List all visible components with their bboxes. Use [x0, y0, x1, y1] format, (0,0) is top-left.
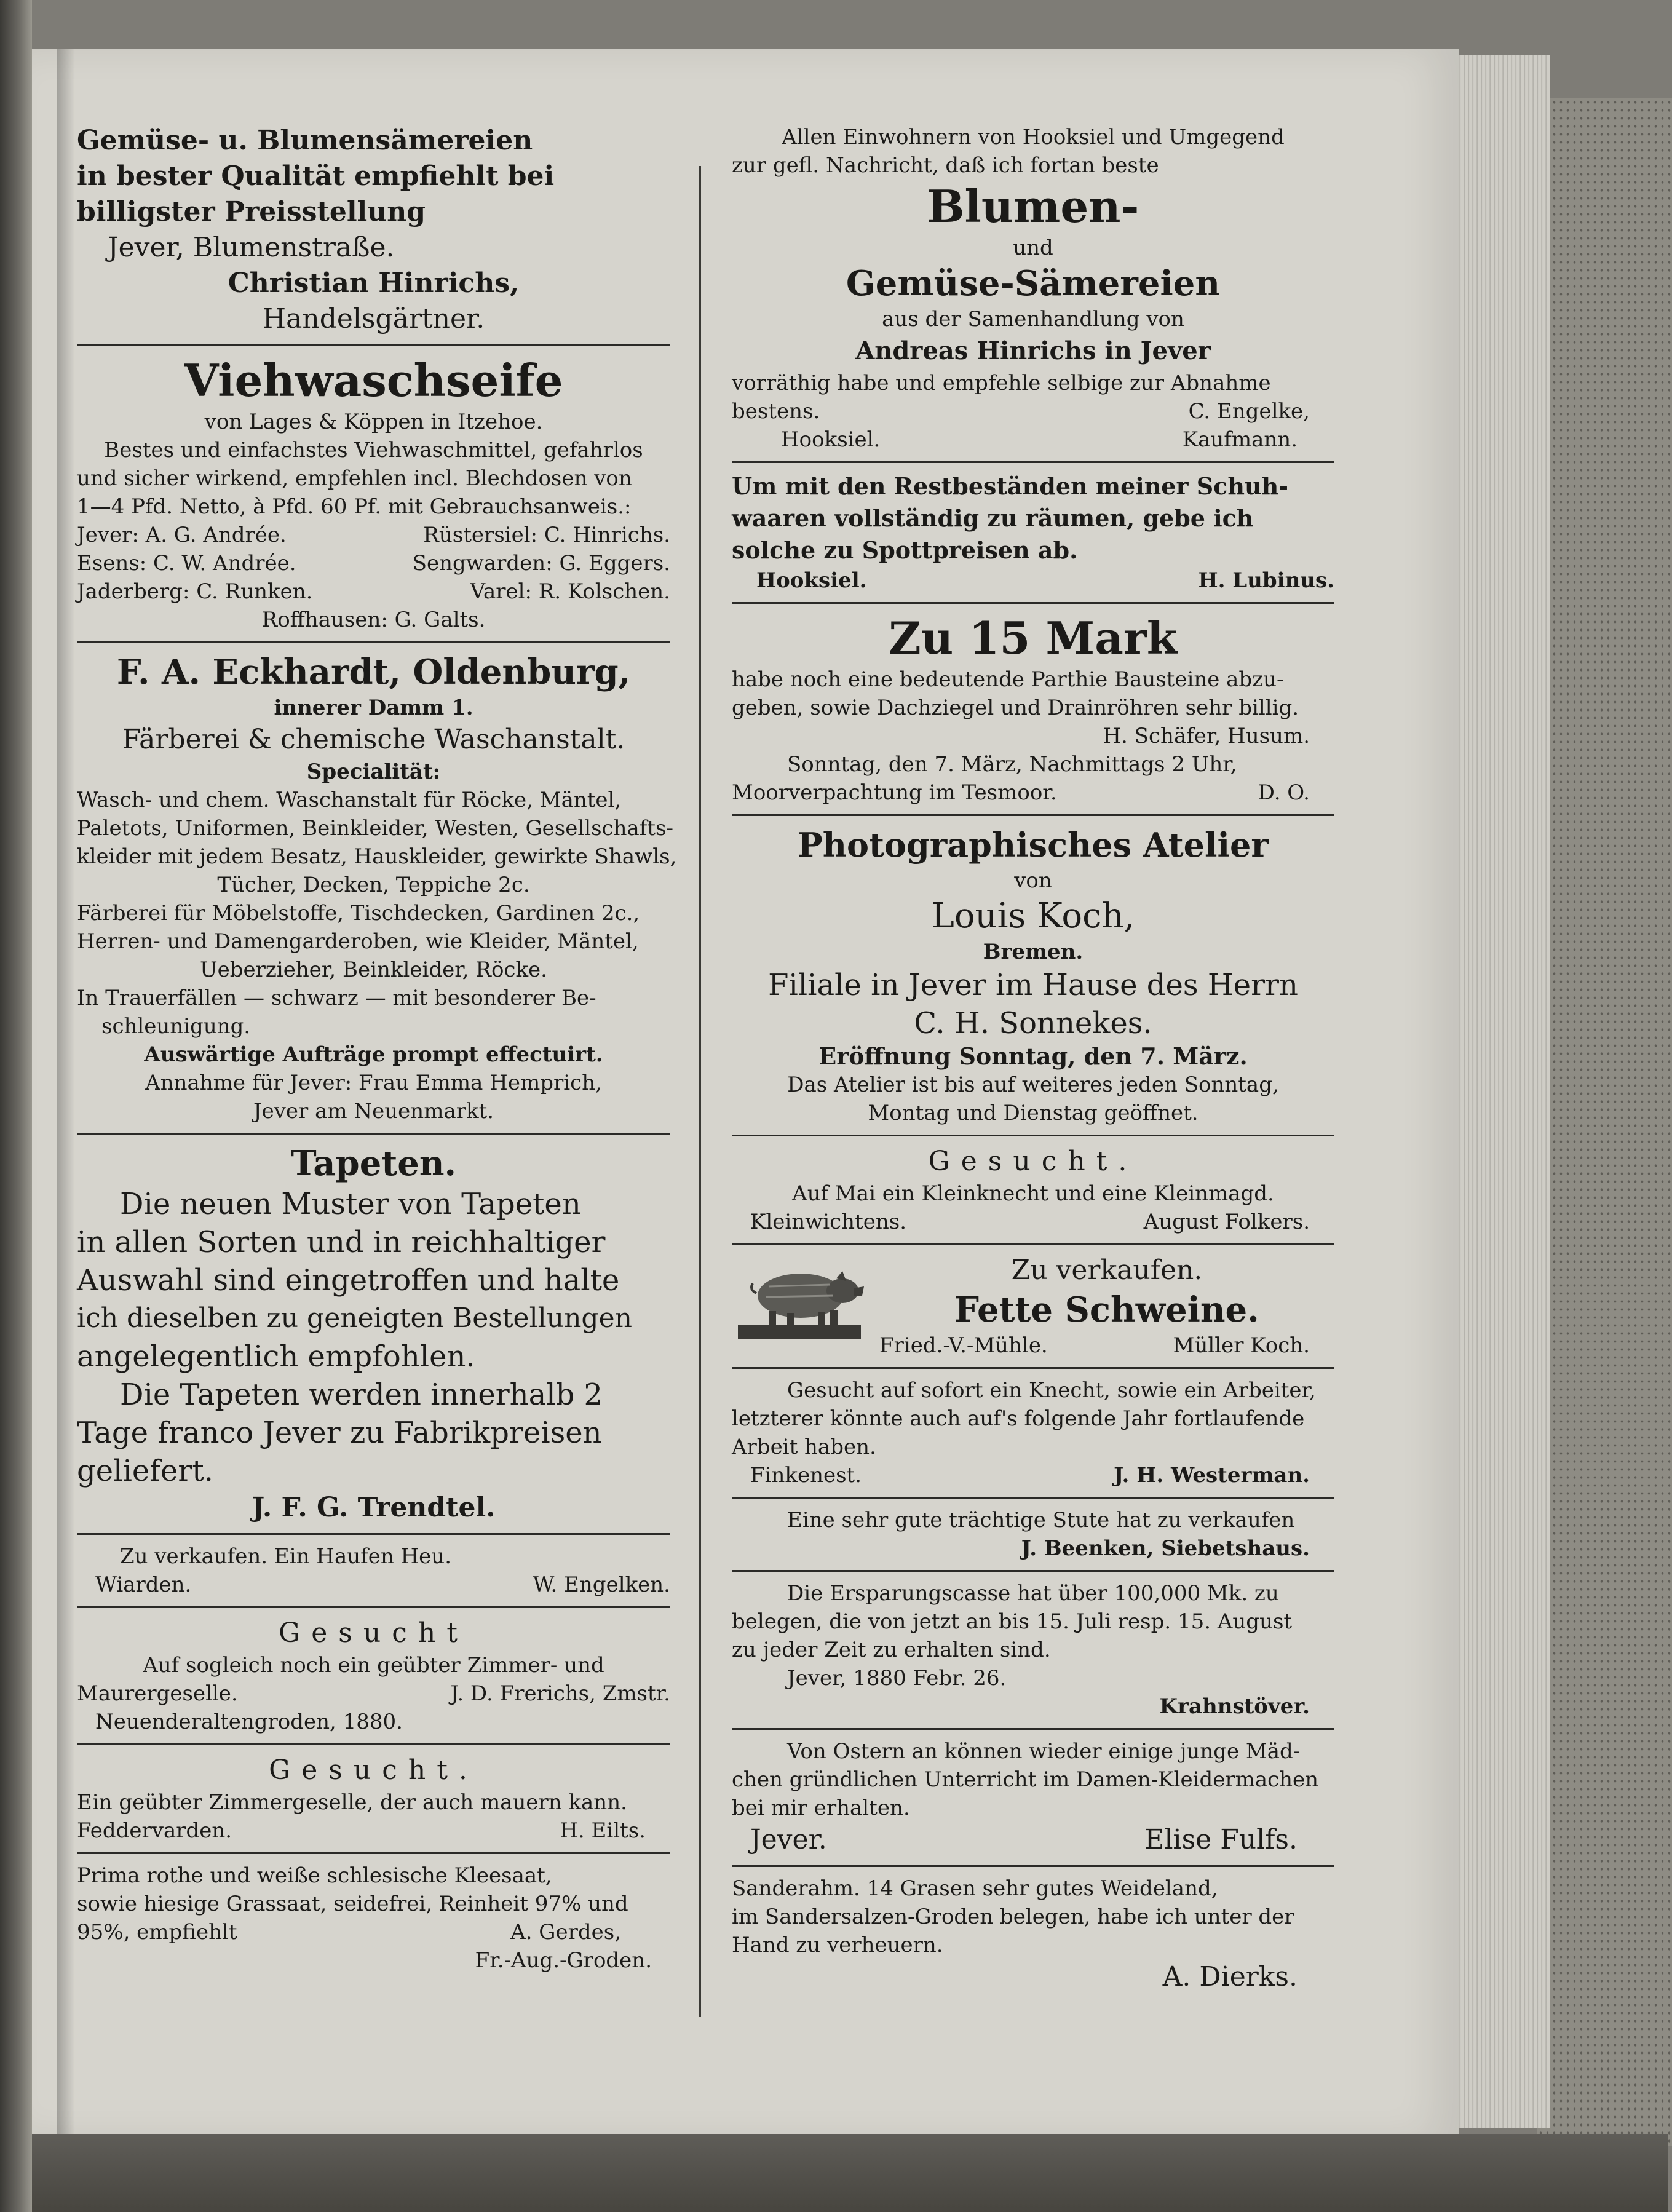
ad-tapeten: [77, 1142, 670, 1526]
ad-line: in allen Sorten und in reichhaltiger: [77, 1225, 606, 1259]
ad-city: Bremen.: [983, 940, 1084, 964]
ad-line: im Sandersalzen-Groden belegen, habe ich unter der: [732, 1905, 1294, 1929]
ad-stute: [732, 1506, 1334, 1563]
ad-dealer: Roffhausen: G. Galts.: [261, 608, 486, 632]
ad-line: 95%, empfiehlt: [77, 1920, 237, 1944]
ad-sign-row: [77, 1679, 670, 1708]
ad-dealer: Esens: C. W. Andrée.: [77, 551, 296, 576]
ad-pig-row: [732, 1253, 1334, 1360]
ad-line: bestens.: [732, 399, 820, 424]
ad-sign-row: [732, 566, 1334, 595]
ad-title: Zu 15 Mark: [889, 612, 1178, 664]
book-gutter: [57, 49, 75, 2140]
ad-line: Eine sehr gute trächtige Stute hat zu verkaufen: [787, 1508, 1295, 1532]
ad-line: kleider mit jedem Besatz, Hauskleider, gewirkte Shawls,: [77, 844, 677, 869]
ad-separator: [732, 814, 1334, 816]
ad-sign-row: [732, 779, 1334, 807]
ad-kleidermachen: [732, 1737, 1334, 1858]
ad-bausteine: [732, 611, 1334, 807]
ad-separator: [77, 344, 670, 346]
ad-line: geben, sowie Dachziegel und Drainröhren sehr billig.: [732, 696, 1299, 720]
ad-name: Louis Koch,: [931, 896, 1135, 936]
ad-signature: Elise Fulfs.: [1144, 1824, 1298, 1855]
ad-line: Herren- und Damengarderoben, wie Kleider, Mäntel,: [77, 929, 639, 954]
ad-lubinus: [732, 470, 1334, 595]
ad-line: Auswahl sind eingetroffen und halte: [77, 1263, 620, 1298]
ad-line: zu jeder Zeit zu erhalten sind.: [732, 1638, 1051, 1662]
ad-sign-row: [732, 1822, 1334, 1858]
ad-place: Neuenderaltengroden, 1880.: [95, 1710, 403, 1734]
ad-place: Finkenest.: [750, 1463, 862, 1488]
ad-title: Viehwaschseife: [184, 354, 563, 406]
ad-separator: [732, 1728, 1334, 1730]
ad-line: Auf Mai ein Kleinknecht und eine Kleinmagd.: [792, 1181, 1274, 1206]
ad-dealer: Varel: R. Kolschen.: [470, 579, 670, 604]
ad-line: Montag und Dienstag geöffnet.: [868, 1101, 1199, 1125]
ad-eckhardt: [77, 651, 677, 1125]
ad-dealer: Jaderberg: C. Runken.: [77, 579, 313, 604]
ad-headline: in bester Qualität empfiehlt bei: [77, 161, 555, 192]
ad-signature: August Folkers.: [1143, 1210, 1310, 1234]
ad-sign-row: [879, 1331, 1334, 1360]
ad-line: Moorverpachtung im Tesmoor.: [732, 780, 1057, 805]
ad-sign-row: [732, 1208, 1334, 1236]
ad-ersparungscasse: [732, 1579, 1334, 1721]
ad-signature: J. Beenken, Siebetshaus.: [1021, 1536, 1310, 1561]
ad-photo-atelier: [732, 823, 1334, 1127]
ad-line: belegen, die von jetzt an bis 15. Juli resp. 15. August: [732, 1609, 1293, 1634]
ad-signature: W. Engelken.: [533, 1572, 670, 1597]
ad-title: F. A. Eckhardt, Oldenburg,: [116, 652, 631, 692]
ad-subtitle: von Lages & Köppen in Itzehoe.: [204, 410, 543, 434]
ad-line: Prima rothe und weiße schlesische Kleesaat,: [77, 1863, 552, 1888]
ad-line: Tücher, Decken, Teppiche 2c.: [217, 873, 530, 897]
ad-line: Sanderahm. 14 Grasen sehr gutes Weideland,: [732, 1876, 1218, 1901]
ad-line: chen gründlichen Unterricht im Damen-Kleidermachen: [732, 1767, 1319, 1792]
ad-line: Auf sogleich noch ein geübter Zimmer- und: [143, 1653, 604, 1678]
ad-signature: Krahnstöver.: [1159, 1694, 1310, 1719]
ad-note: Auswärtige Aufträge prompt effectuirt.: [144, 1042, 603, 1067]
ad-place: Fried.-V.-Mühle.: [879, 1333, 1048, 1358]
ad-gesucht-maurer: [77, 1615, 670, 1736]
ad-line: 1—4 Pfd. Netto, à Pfd. 60 Pf. mit Gebrauchsanweis.:: [77, 494, 632, 519]
ad-line: Hand zu verheuern.: [732, 1933, 943, 1957]
ad-dealer-row: [77, 549, 670, 577]
ad-line: Sonntag, den 7. März, Nachmittags 2 Uhr,: [787, 752, 1237, 777]
ad-kleesaat: [77, 1861, 670, 1975]
ad-title: Gesucht: [279, 1617, 469, 1649]
ad-gesucht-knecht: [732, 1144, 1334, 1236]
ad-line: waaren vollständig zu räumen, gebe ich: [732, 504, 1254, 532]
ad-line: Färberei für Möbelstoffe, Tischdecken, Gardinen 2c.,: [77, 901, 640, 926]
book-cover-edge: [1537, 98, 1672, 2146]
ad-line: Tage franco Jever zu Fabrikpreisen: [77, 1416, 602, 1450]
ad-headline: billigster Preisstellung: [77, 196, 426, 228]
ad-sign-row: [77, 1817, 670, 1845]
previous-page-edge: [0, 0, 32, 2212]
ad-line: geliefert.: [77, 1454, 213, 1488]
ad-line: Ein geübter Zimmergeselle, der auch mauern kann.: [77, 1790, 627, 1815]
ad-line: und sicher wirkend, empfehlen incl. Blechdosen von: [77, 466, 632, 491]
ad-heading: Färberei & chemische Waschanstalt.: [122, 724, 625, 755]
ad-dealer-row: [77, 521, 670, 549]
ad-separator: [732, 1497, 1334, 1499]
ad-heading: Zu verkaufen.: [1011, 1255, 1203, 1286]
ad-separator: [732, 1243, 1334, 1245]
ad-engelke-seeds: [732, 123, 1334, 454]
ad-signature-role: Handelsgärtner.: [262, 303, 485, 335]
pig-illustration: [732, 1253, 867, 1345]
ad-title: Gesucht.: [928, 1146, 1138, 1177]
ad-title: Tapeten.: [290, 1143, 457, 1184]
ad-line: schleunigung.: [101, 1014, 251, 1039]
right-column: [732, 123, 1334, 1995]
ad-separator: [77, 1133, 670, 1135]
ad-headline: Gemüse- u. Blumensämereien: [77, 125, 533, 156]
ad-schweine: [732, 1253, 1334, 1360]
ad-line: zur gefl. Nachricht, daß ich fortan beste: [732, 153, 1159, 178]
ad-address: innerer Damm 1.: [274, 696, 473, 720]
ad-line: Ueberzieher, Beinkleider, Röcke.: [200, 957, 547, 982]
ad-line: Wasch- und chem. Waschanstalt für Röcke, Mäntel,: [77, 788, 622, 812]
ad-signature: J. H. Westerman.: [1114, 1463, 1310, 1488]
ad-dealer-row: [77, 577, 670, 606]
ad-dealer: Rüstersiel: C. Hinrichs.: [423, 523, 670, 547]
ad-line: und: [1013, 236, 1053, 260]
ad-place: Wiarden.: [95, 1572, 192, 1597]
ad-title: Photographisches Atelier: [798, 825, 1269, 865]
ad-place: Hooksiel.: [781, 427, 881, 452]
ad-signature: A. Gerdes,: [510, 1920, 621, 1944]
ad-signature: Müller Koch.: [1173, 1333, 1310, 1358]
ad-separator: [732, 1135, 1334, 1136]
ad-dealer: Sengwarden: G. Eggers.: [412, 551, 670, 576]
ad-signature: C. Engelke,: [1188, 399, 1310, 424]
ad-sign-row: [732, 397, 1334, 426]
ad-line: In Trauerfällen — schwarz — mit besonderer Be-: [77, 986, 596, 1010]
ad-title: Gesucht.: [269, 1754, 478, 1786]
ad-agent: Annahme für Jever: Frau Emma Hemprich,: [145, 1071, 602, 1095]
ad-line: bei mir erhalten.: [732, 1796, 910, 1820]
ad-title: Blumen-: [927, 180, 1139, 232]
ad-schweine-text: [879, 1253, 1334, 1360]
ad-signature-place: Fr.-Aug.-Groden.: [475, 1948, 652, 1973]
ad-dealer: Jever: A. G. Andrée.: [77, 523, 287, 547]
ad-line: Bestes und einfachstes Viehwaschmittel, gefahrlos: [104, 438, 643, 462]
ad-line: Die Tapeten werden innerhalb 2: [120, 1378, 603, 1412]
ad-place: Hooksiel.: [756, 568, 867, 593]
ad-signature: J. F. G. Trendtel.: [252, 1492, 496, 1523]
ad-seeds-hinrichs: [77, 123, 670, 337]
ad-place: Jever.: [750, 1824, 827, 1855]
ad-line: sowie hiesige Grassaat, seidefrei, Reinheit 97% und: [77, 1892, 628, 1916]
ad-separator: [77, 1606, 670, 1608]
ad-separator: [732, 461, 1334, 463]
ad-line: Paletots, Uniformen, Beinkleider, Westen, Gesellschafts-: [77, 816, 673, 841]
ad-agent: Jever am Neuenmarkt.: [253, 1099, 494, 1124]
left-column: [77, 123, 677, 1975]
ad-separator: [77, 641, 670, 643]
ad-line: Maurergeselle.: [77, 1681, 238, 1706]
ad-line: Allen Einwohnern von Hooksiel und Umgegend: [782, 125, 1285, 149]
ad-signature: D. O.: [1258, 780, 1310, 805]
ad-line: Das Atelier ist bis auf weiteres jeden Sonntag,: [787, 1072, 1279, 1097]
ad-heu: [77, 1542, 670, 1599]
ad-line: habe noch eine bedeutende Parthie Bausteine abzu-: [732, 667, 1284, 692]
ad-signature: J. D. Frerichs, Zmstr.: [450, 1681, 670, 1706]
ad-sign-row: [77, 1918, 670, 1946]
ad-line: Die neuen Muster von Tapeten: [120, 1187, 581, 1221]
ad-line: aus der Samenhandlung von: [882, 307, 1184, 331]
ad-separator: [732, 1865, 1334, 1867]
ad-separator: [77, 1533, 670, 1535]
ad-line: Zu verkaufen. Ein Haufen Heu.: [120, 1544, 452, 1569]
ad-line: C. H. Sonnekes.: [914, 1006, 1152, 1041]
ad-line: Filiale in Jever im Hause des Herrn: [768, 968, 1298, 1002]
ad-separator: [732, 1570, 1334, 1572]
ad-line: Von Ostern an können wieder einige junge Mäd-: [787, 1739, 1301, 1764]
ad-title: Gemüse-Sämereien: [846, 263, 1221, 304]
ad-sign-row: [732, 1461, 1334, 1489]
ad-line: solche zu Spottpreisen ab.: [732, 536, 1078, 564]
ad-line: Um mit den Restbeständen meiner Schuh-: [732, 472, 1288, 500]
ad-separator: [77, 1743, 670, 1745]
ad-place: Feddervarden.: [77, 1818, 232, 1843]
ad-westerman: [732, 1376, 1334, 1489]
ad-location: Jever, Blumenstraße.: [108, 232, 395, 263]
ad-signature: H. Schäfer, Husum.: [1103, 724, 1310, 748]
ad-sign-row: [732, 426, 1334, 454]
ad-signature: H. Eilts.: [560, 1818, 646, 1843]
ad-place: Kleinwichtens.: [750, 1210, 907, 1234]
ad-separator: [732, 1367, 1334, 1369]
ad-line: angelegentlich empfohlen.: [77, 1339, 475, 1374]
ad-line: Die Ersparungscasse hat über 100,000 Mk. zu: [787, 1581, 1279, 1606]
ad-line: Arbeit haben.: [732, 1435, 876, 1459]
ad-gesucht-zimmergeselle: [77, 1753, 670, 1845]
ad-signature: H. Lubinus.: [1198, 568, 1334, 593]
ad-line: vorräthig habe und empfehle selbige zur Abnahme: [732, 371, 1271, 395]
ad-line: ich dieselben zu geneigten Bestellungen: [77, 1302, 632, 1334]
ad-title: Fette Schweine.: [954, 1290, 1259, 1330]
ad-name: Andreas Hinrichs in Jever: [855, 336, 1211, 365]
ad-line: Gesucht auf sofort ein Knecht, sowie ein Arbeiter,: [787, 1378, 1316, 1403]
ad-sanderahm: [732, 1874, 1334, 1995]
ad-separator: [732, 602, 1334, 604]
column-divider: [699, 166, 701, 2017]
ad-line: letzterer könnte auch auf's folgende Jahr fortlaufende: [732, 1406, 1305, 1431]
ad-opening: Eröffnung Sonntag, den 7. März.: [818, 1042, 1248, 1070]
ad-line: von: [1014, 868, 1052, 893]
ad-sign-row: [77, 1571, 670, 1599]
ad-line: Jever, 1880 Febr. 26.: [787, 1666, 1007, 1691]
ad-separator: [77, 1852, 670, 1854]
ad-signature-role: Kaufmann.: [1182, 427, 1298, 452]
ad-signature: Christian Hinrichs,: [228, 268, 520, 299]
ad-signature: A. Dierks.: [1162, 1961, 1298, 1992]
ad-viehwaschseife: [77, 354, 670, 634]
table-shadow: [32, 2134, 1668, 2212]
ad-specialty: Specialität:: [306, 759, 441, 784]
